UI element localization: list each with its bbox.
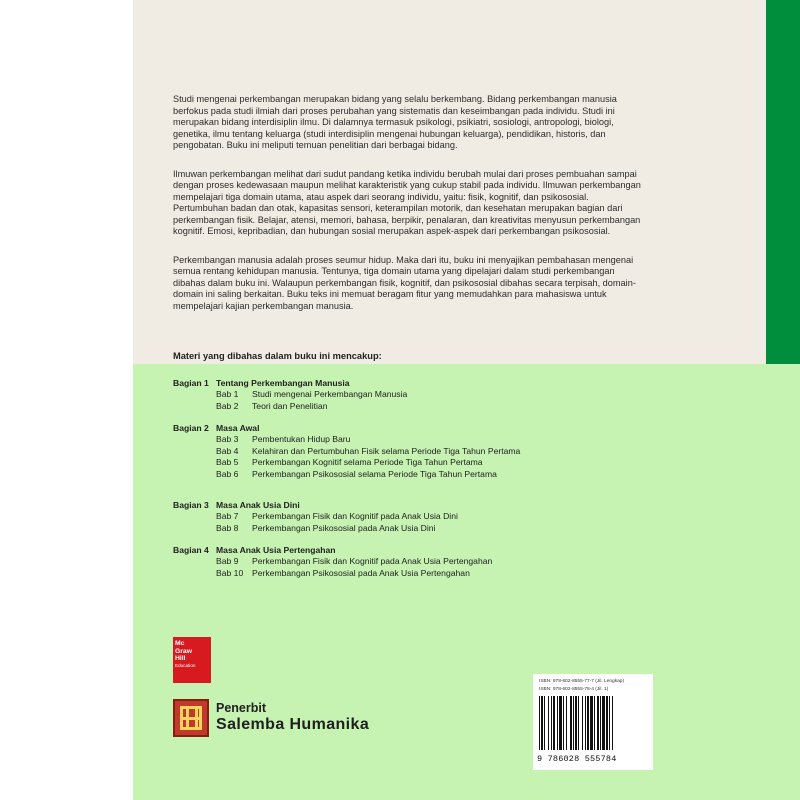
green-accent-bar [766, 0, 800, 364]
barcode-bar [539, 696, 540, 750]
part-heading [173, 500, 673, 511]
barcode-bar [551, 696, 552, 750]
chapter-label: Bab 1 [216, 389, 239, 400]
logo-text: Hill [175, 655, 186, 662]
chapter-title: Perkembangan Psikososial pada Anak Usia Dini [252, 522, 436, 533]
chapter-title: Perkembangan Fisik dan Kognitif pada Anak Usia Pertengahan [252, 556, 493, 567]
barcode-bar [582, 696, 583, 750]
part-title: Masa Anak Usia Dini [216, 500, 300, 510]
barcode-bars [537, 696, 649, 752]
chapter-title: Perkembangan Psikososial pada Anak Usia Pertengahan [252, 567, 470, 578]
chapter-title: Perkembangan Psikososial selama Periode Tiga Tahun Pertama [252, 468, 497, 479]
chapter-item [173, 401, 673, 412]
chapter-item [173, 446, 673, 457]
description-paragraph: Perkembangan manusia adalah proses seumur hidup. Maka dari itu, buku ini menyajikan pembahasan mengenai semua rentang kehidupan manusia. Tentunya, tiga domain utama yang dipelajari dalam studi perkembangan dibahas dalam buku ini. Walaupun perkembangan fisik, kognitif, dan psikososial dibahas secara terpisah, domain-domain ini saling berkaitan. Buku teks ini memuat beragam fitur yang memudahkan para mahasiswa untuk mempelajari kajian perkembangan manusia. [173, 254, 636, 311]
barcode-bar [609, 696, 610, 750]
publisher-label: Penerbit [216, 701, 267, 715]
part-1 [173, 378, 673, 412]
chapter-item [173, 511, 673, 522]
part-title: Masa Anak Usia Pertengahan [216, 545, 336, 555]
barcode-bar [606, 696, 608, 750]
barcode-bar [597, 696, 599, 750]
barcode-bar [557, 696, 558, 750]
chapter-title: Perkembangan Fisik dan Kognitif pada Anak Usia Dini [252, 511, 458, 522]
barcode-bar [600, 696, 601, 750]
description-paragraph: Ilmuwan perkembangan melihat dari sudut pandang ketika individu berubah mulai dari proses pembuahan sampai dengan proses kedewasaan maupun melihat karakteristik yang cukup stabil pada individu. Ilmuwan perkembangan mempelajari tiga domain utama, atau aspek dari seorang individu, yaitu: fisik, kognitif, dan psikososial. Pertumbuhan badan dan otak, kapasitas sensori, keterampilan motorik, dan kesehatan merupakan bagian dari perkembangan fisik. Belajar, atensi, memori, bahasa, berpikir, penalaran, dan kreativitas menyusun perkembangan kognitif. Emosi, kepribadian, dan hubungan sosial merupakan aspek-aspek dari perkembangan psikososial. [173, 168, 641, 236]
logo-text: Graw [175, 647, 192, 655]
chapter-label: Bab 2 [216, 400, 239, 411]
part-title: Masa Awal [216, 423, 260, 433]
part-heading [173, 545, 673, 556]
logo-text: Mc [175, 640, 185, 647]
barcode-bar [573, 696, 574, 750]
barcode-bar [559, 696, 562, 750]
chapter-label: Bab 5 [216, 457, 239, 468]
part-3 [173, 500, 673, 534]
barcode-bar [602, 696, 605, 750]
description-paragraph: Studi mengenai perkembangan merupakan bidang yang selalu berkembang. Bidang perkembangan manusia berfokus pada studi ilmiah dari proses perubahan yang sistematis dan keseimbangan pada individu. Studi ini merupakan bidang interdisiplin ilmu. Di dalamnya termasuk psikologi, psikiatri, sosiologi, antropologi, biologi, genetika, ilmu tentang keluarga (studi interdisiplin mengenai hubungan keluarga), pendidikan, historis, dan pengobatan. Buku ini meliputi temuan penelitian dari berbagai bidang. [173, 94, 617, 150]
chapter-item [173, 389, 673, 400]
barcode-bar [541, 696, 543, 750]
part-heading [173, 423, 673, 434]
barcode-bar [553, 696, 555, 750]
chapter-label: Bab 10 [216, 567, 244, 578]
mcgraw-hill-logo [173, 637, 211, 683]
chapter-title: Teori dan Penelitian [252, 400, 328, 411]
chapter-item [173, 457, 673, 468]
chapter-item [173, 469, 673, 480]
isbn-barcode [533, 674, 653, 770]
part-label: Bagian 3 [173, 500, 209, 510]
barcode-bar [570, 696, 572, 750]
chapter-label: Bab 8 [216, 522, 239, 533]
chapter-label: Bab 3 [216, 434, 239, 445]
part-label: Bagian 2 [173, 423, 209, 433]
part-title: Tentang Perkembangan Manusia [216, 378, 350, 388]
chapter-title: Perkembangan Kognitif selama Periode Tiga Tahun Pertama [252, 457, 483, 468]
chapter-label: Bab 6 [216, 468, 239, 479]
chapter-title: Kelahiran dan Pertumbuhan Fisik selama Periode Tiga Tahun Pertama [252, 445, 521, 456]
part-2 [173, 423, 673, 480]
barcode-bar [594, 696, 595, 750]
description-text [173, 94, 641, 329]
barcode-bar [585, 696, 586, 750]
chapter-item [173, 556, 673, 567]
part-heading [173, 378, 673, 389]
contents-heading: Materi yang dibahas dalam buku ini mencakup: [173, 351, 382, 361]
salemba-humanika-logo [173, 699, 209, 737]
barcode-bar [575, 696, 577, 750]
logo-stroke [183, 717, 201, 720]
chapter-item [173, 434, 673, 445]
chapter-label: Bab 9 [216, 556, 239, 567]
chapter-label: Bab 4 [216, 445, 239, 456]
barcode-number: 9 786028 555784 [537, 754, 617, 764]
barcode-bar [578, 696, 579, 750]
part-label: Bagian 1 [173, 378, 209, 388]
part-4 [173, 545, 673, 579]
barcode-bar [587, 696, 589, 750]
barcode-bar [566, 696, 567, 750]
part-label: Bagian 4 [173, 545, 209, 555]
isbn-complete: ISBN: 978-602-8555-77-7 (Jil. Lengkap) [539, 679, 625, 684]
chapter-label: Bab 7 [216, 511, 239, 522]
barcode-bar [612, 696, 613, 750]
contents-panel [133, 364, 800, 800]
barcode-bar [548, 696, 549, 750]
book-back-cover [133, 0, 800, 800]
barcode-bar [544, 696, 545, 750]
chapter-item [173, 523, 673, 534]
chapter-item [173, 568, 673, 579]
barcode-bar [590, 696, 593, 750]
logo-text: Education [175, 662, 196, 668]
chapter-title: Studi mengenai Perkembangan Manusia [252, 389, 408, 400]
isbn-volume: ISBN: 978-602-8555-78-4 (Jil. 1) [539, 687, 609, 692]
publisher-name: Salemba Humanika [216, 716, 370, 733]
chapter-title: Pembentukan Hidup Baru [252, 434, 351, 445]
barcode-bar [563, 696, 564, 750]
